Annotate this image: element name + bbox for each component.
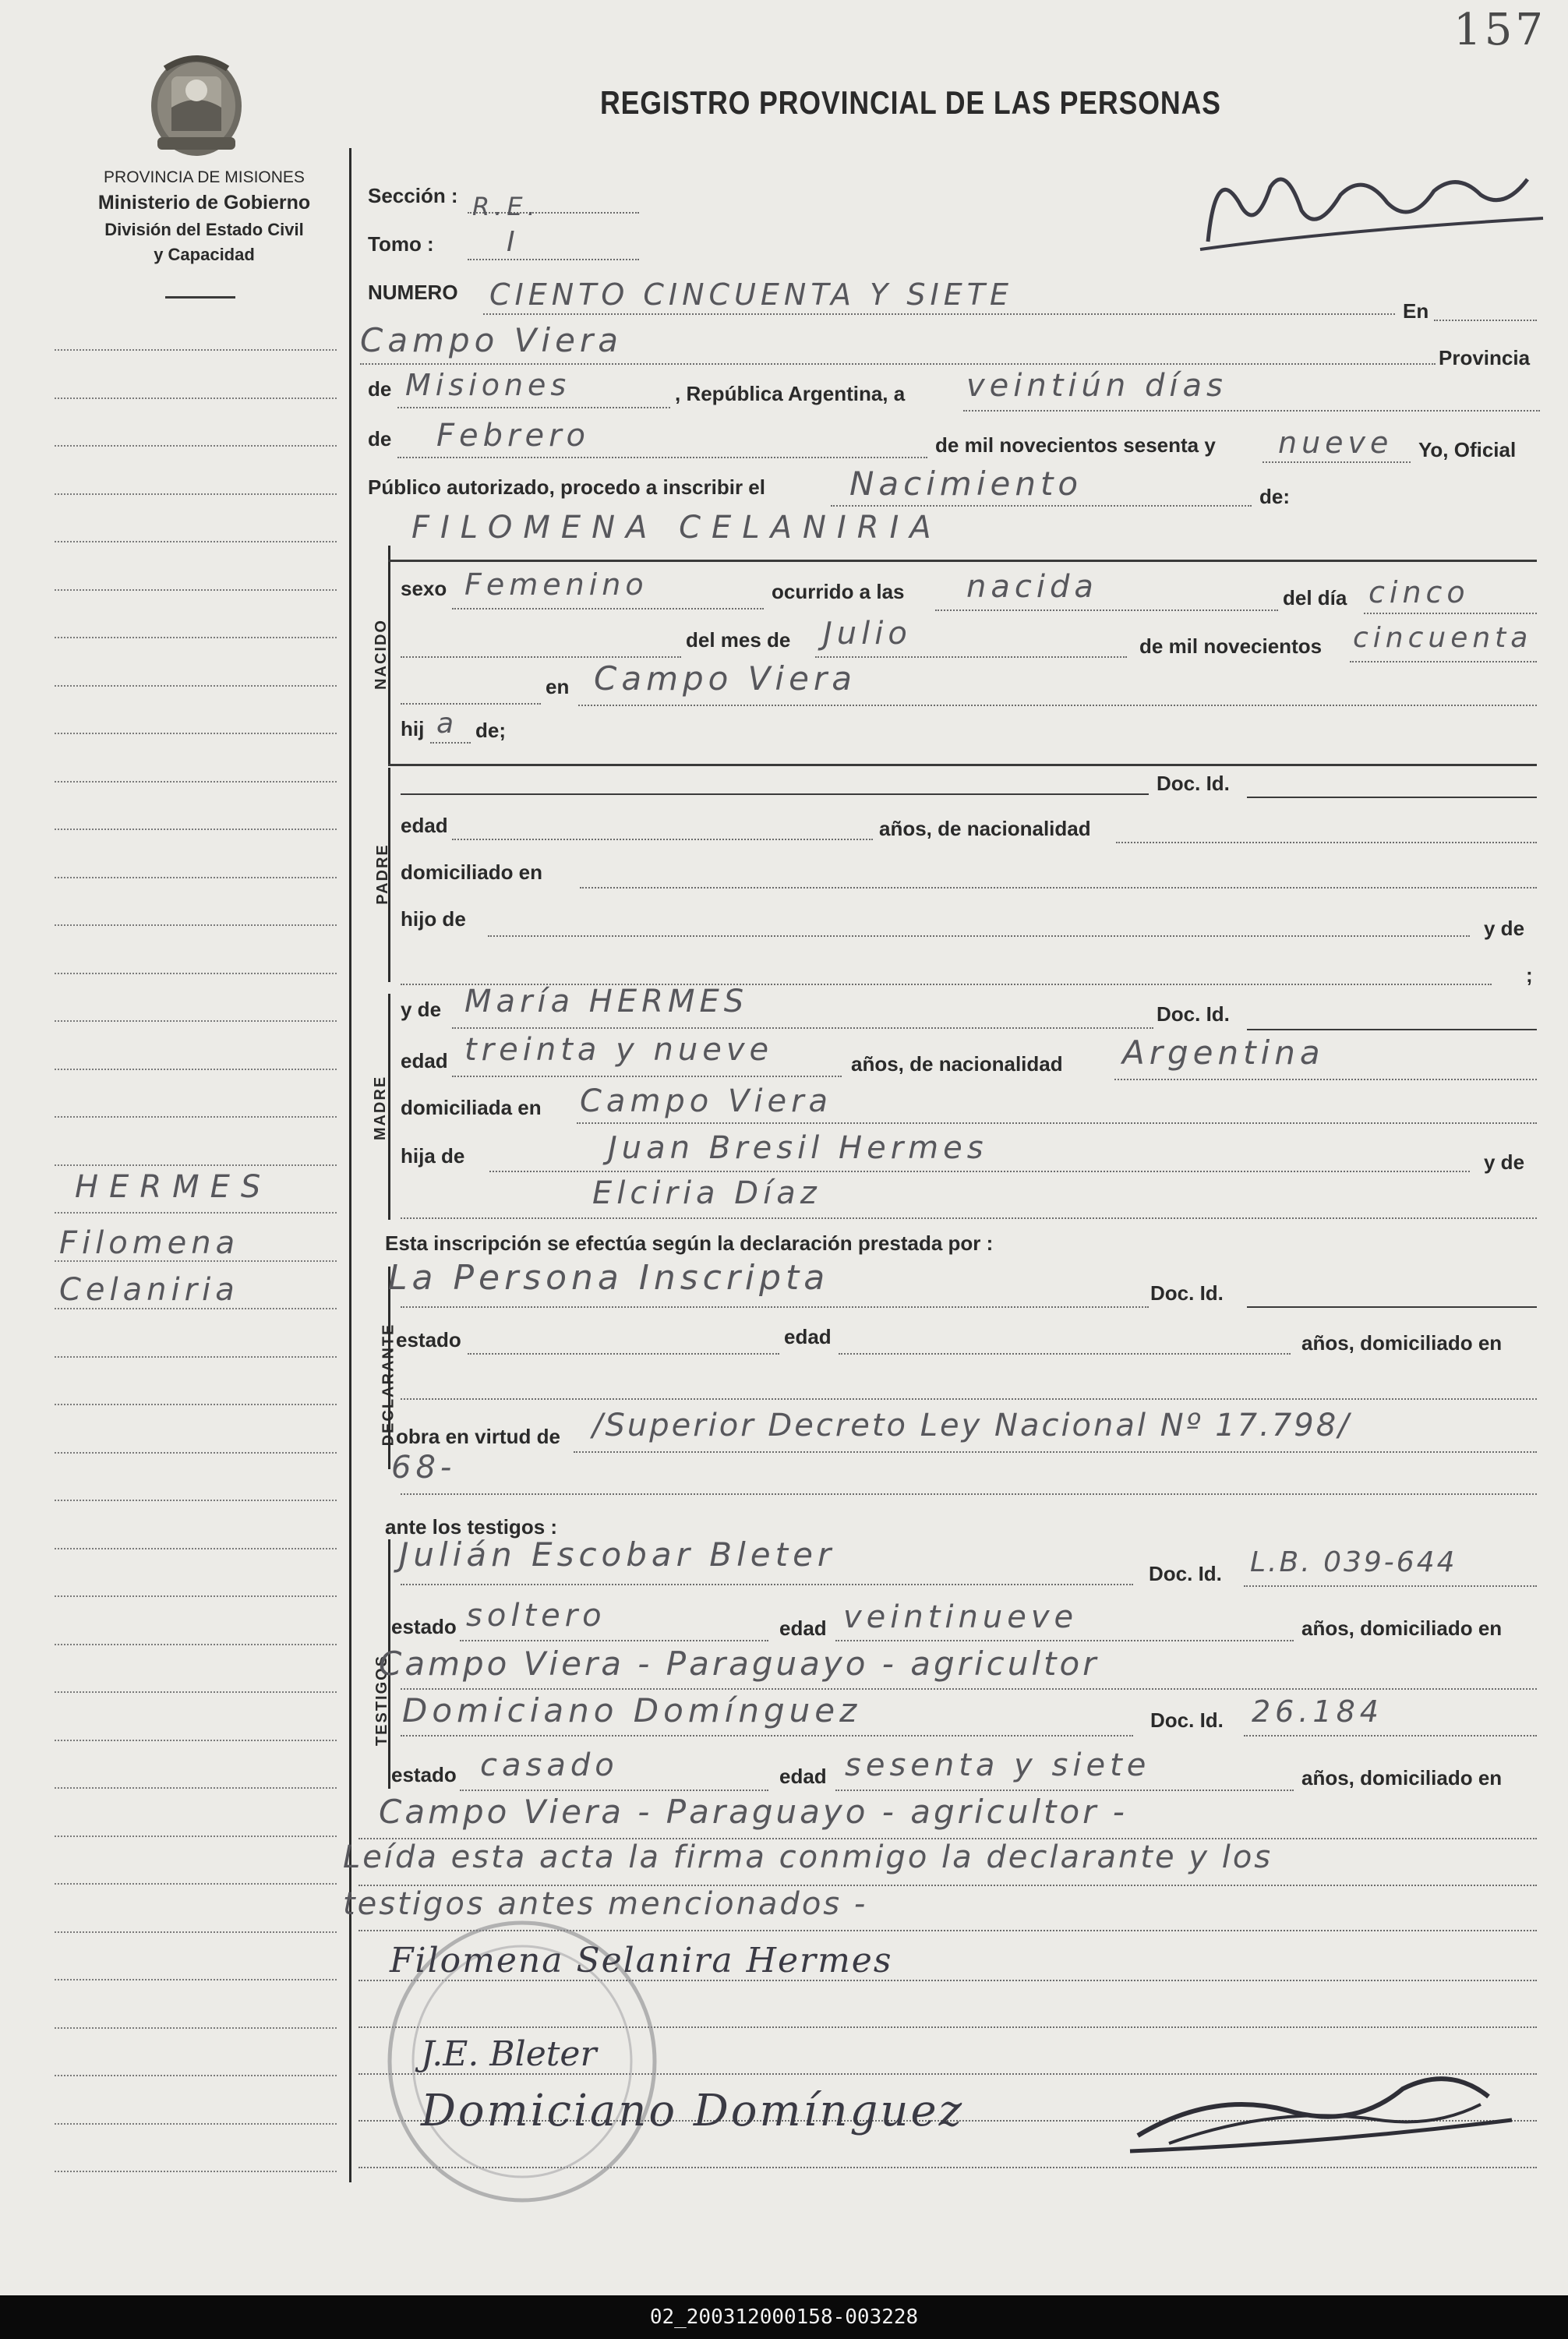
declarante-edad-line xyxy=(839,1353,1291,1355)
margin-ruled-line xyxy=(55,2123,337,2125)
margin-ruled-line xyxy=(55,2171,337,2172)
nacido-en-label: en xyxy=(546,675,570,698)
madre-y-de-label: y de xyxy=(401,998,442,1021)
witness2-edad-value: sesenta y siete xyxy=(845,1747,1151,1783)
witness1-estado-value: soltero xyxy=(466,1598,606,1634)
obra-line xyxy=(574,1451,1537,1453)
main-margin-line xyxy=(349,148,351,2182)
declarante-estado-label: estado xyxy=(396,1328,461,1351)
madre-hija-line xyxy=(489,1171,1470,1172)
act-value: Nacimiento xyxy=(849,465,1083,503)
witness2-estado-label: estado xyxy=(391,1763,457,1786)
margin-ruled-line xyxy=(55,1069,337,1070)
declarante-domicilio-line xyxy=(401,1398,1537,1400)
madre-doc-label: Doc. Id. xyxy=(1157,1002,1230,1026)
witness1-doc-value: L.B. 039-644 xyxy=(1250,1546,1457,1578)
madre-nac-line xyxy=(1114,1079,1537,1080)
margin-ruled-line xyxy=(55,589,337,591)
declarante-edad-label: edad xyxy=(784,1325,832,1348)
day-line xyxy=(963,410,1540,412)
madre-edad-line xyxy=(452,1076,842,1077)
madre-domicilio-value: Campo Viera xyxy=(580,1083,833,1119)
mes-value: Julio xyxy=(823,616,912,652)
en-lead-line xyxy=(401,703,541,705)
province-name: PROVINCIA DE MISIONES xyxy=(104,168,305,186)
margin-ruled-line xyxy=(55,1116,337,1118)
witness1-estado-line xyxy=(460,1640,768,1641)
margin-ruled-line xyxy=(55,685,337,687)
margin-ruled-line xyxy=(55,877,337,878)
margin-ruled-line xyxy=(55,1595,337,1597)
tomo-label: Tomo : xyxy=(368,232,434,256)
margin-ruled-line xyxy=(55,781,337,783)
province-emblem-icon xyxy=(142,45,251,162)
ministry-name: Ministerio de Gobierno xyxy=(97,192,311,214)
mil-line xyxy=(1350,661,1537,662)
margin-ruled-line xyxy=(55,1548,337,1549)
declarante-signature: Filomena Selanira Hermes xyxy=(390,1941,893,1980)
margin-ruled-line xyxy=(55,1452,337,1454)
sexo-value: Femenino xyxy=(464,567,648,602)
de2-label: de xyxy=(368,427,392,450)
nacido-rule xyxy=(388,764,1537,766)
madre-domicilio-line xyxy=(577,1122,1537,1124)
testigos-intro: ante los testigos : xyxy=(385,1515,558,1539)
en-line xyxy=(1434,320,1537,321)
de3-label: de: xyxy=(1259,485,1290,508)
madre-doc-line xyxy=(1247,1029,1537,1030)
witness1-estado-label: estado xyxy=(391,1615,457,1638)
madre-nacionalidad-value: Argentina xyxy=(1122,1033,1325,1072)
madre-hija-label: hija de xyxy=(401,1144,465,1168)
act-line xyxy=(831,505,1252,507)
witness2-name-value: Domiciano Domínguez xyxy=(402,1691,862,1730)
declarante-intro: Esta inscripción se efectúa según la declaración prestada por : xyxy=(385,1231,994,1255)
witness1-doc-line xyxy=(1244,1585,1537,1587)
witness2-anos-label: años, domiciliado en xyxy=(1301,1766,1503,1790)
witness2-domicilio-value: Campo Viera - Paraguayo - agricultor - xyxy=(379,1793,1128,1831)
month-value: Febrero xyxy=(436,418,590,454)
en-label: En xyxy=(1403,299,1429,323)
tomo-value: I xyxy=(507,226,520,258)
witness2-name-line xyxy=(401,1735,1133,1737)
mil-label: de mil novecientos xyxy=(1139,634,1323,658)
witness1-domicilio-value: Campo Viera - Paraguayo - agricultor xyxy=(379,1645,1100,1683)
witness1-name-line xyxy=(401,1584,1133,1585)
padre-hijo-line xyxy=(488,935,1470,937)
margin-ruled-line xyxy=(55,1931,337,1933)
margin-ruled-line xyxy=(55,1308,337,1309)
obra-value: /Superior Decreto Ley Nacional Nº 17.798/ xyxy=(592,1408,1351,1443)
margin-given-name: Filomena xyxy=(59,1225,240,1261)
madre-edad-value: treinta y nueve xyxy=(464,1032,774,1068)
officer-signature-flourish xyxy=(1122,2058,1527,2167)
padre-anos-label: años, de nacionalidad xyxy=(879,817,1091,840)
margin-ruled-line xyxy=(55,1404,337,1405)
padre-edad-line xyxy=(452,839,873,840)
month-line xyxy=(397,457,927,458)
person-rule xyxy=(388,560,1537,562)
margin-ruled-line xyxy=(55,637,337,638)
hij-label: hij xyxy=(401,717,425,740)
closing-line-1: Leída esta acta la firma conmigo la declarante y los xyxy=(343,1839,1273,1875)
nacido-en-value: Campo Viera xyxy=(594,659,856,698)
padre-label: PADRE xyxy=(373,843,391,905)
oficial-label: Yo, Oficial xyxy=(1418,438,1517,461)
madre-name-line xyxy=(452,1027,1153,1029)
witness1-doc-label: Doc. Id. xyxy=(1149,1562,1222,1585)
hij-line xyxy=(430,742,471,744)
margin-surname: HERMES xyxy=(75,1169,272,1205)
declarante-name-line xyxy=(401,1306,1149,1308)
declarante-doc-label: Doc. Id. xyxy=(1150,1281,1224,1305)
dia-line xyxy=(1364,613,1537,614)
witness2-signature: Domiciano Domínguez xyxy=(421,2086,965,2136)
margin-ruled-line xyxy=(55,1212,337,1214)
declarante-estado-line xyxy=(468,1353,779,1355)
margin-ruled-line xyxy=(55,1020,337,1022)
margin-ruled-line xyxy=(55,1787,337,1789)
padre-doc-line xyxy=(1247,797,1537,798)
document-title: REGISTRO PROVINCIAL DE LAS PERSONAS xyxy=(600,84,1221,121)
witness2-edad-line xyxy=(835,1790,1294,1791)
header-divider xyxy=(165,296,235,299)
margin-ruled-line xyxy=(55,2075,337,2076)
witness1-anos-label: años, domiciliado en xyxy=(1301,1616,1503,1640)
madre-edad-label: edad xyxy=(401,1049,448,1072)
margin-ruled-line xyxy=(55,733,337,734)
madre-label: MADRE xyxy=(372,1075,390,1141)
margin-ruled-line xyxy=(55,1164,337,1166)
witness1-name-value: Julián Escobar Bleter xyxy=(399,1535,836,1574)
margin-ruled-line xyxy=(55,1644,337,1645)
margin-ruled-line xyxy=(55,1356,337,1358)
place-line xyxy=(360,363,1436,365)
testigos-label: TESTIGOS xyxy=(373,1654,391,1747)
witness2-doc-value: 26.184 xyxy=(1252,1694,1383,1729)
madre-domicilio-label: domiciliada en xyxy=(401,1096,542,1119)
declarante-label: DECLARANTE xyxy=(380,1323,397,1447)
witness2-doc-label: Doc. Id. xyxy=(1150,1708,1224,1732)
margin-ruled-line xyxy=(55,541,337,542)
numero-value: CIENTO CINCUENTA Y SIETE xyxy=(489,277,1013,312)
witness2-estado-value: casado xyxy=(480,1747,619,1783)
padre-domicilio-label: domiciliado en xyxy=(401,860,543,884)
mes-line xyxy=(815,656,1127,658)
seccion-label: Sección : xyxy=(368,184,458,207)
person-name-value: FILOMENA CELANIRIA xyxy=(411,510,942,546)
margin-ruled-line xyxy=(55,1691,337,1693)
obra-label: obra en virtud de xyxy=(396,1425,560,1448)
witness2-edad-label: edad xyxy=(779,1765,827,1788)
madre-y-de2-label: y de xyxy=(1484,1150,1525,1174)
year-value: nueve xyxy=(1278,426,1393,460)
margin-ruled-line xyxy=(55,2027,337,2029)
page-number: 157 xyxy=(1453,5,1546,55)
de-label: de xyxy=(368,377,392,401)
margin-second-name: Celaniria xyxy=(59,1272,239,1308)
nacido-label: NACIDO xyxy=(372,619,390,690)
declarante-name-value: La Persona Inscripta xyxy=(388,1258,830,1298)
ocurrido-line xyxy=(935,609,1278,611)
padre-hijo-label: hijo de xyxy=(401,907,466,931)
province-value: Misiones xyxy=(405,368,571,402)
padre-y-de-label: y de xyxy=(1484,917,1525,940)
padre-semicolon: ; xyxy=(1526,963,1533,987)
province-line xyxy=(397,407,670,408)
padre-doc-label: Doc. Id. xyxy=(1157,772,1230,795)
tomo-line xyxy=(468,259,639,260)
numero-label: NUMERO xyxy=(368,281,458,304)
sexo-label: sexo xyxy=(401,577,447,600)
mil-value: cincuenta xyxy=(1353,622,1533,654)
margin-ruled-line xyxy=(55,924,337,926)
padre-nac-line xyxy=(1116,842,1537,843)
madre-anos-label: años, de nacionalidad xyxy=(851,1052,1063,1076)
margin-ruled-line xyxy=(55,1500,337,1501)
margin-ruled-line xyxy=(55,397,337,399)
dia-value: cinco xyxy=(1368,575,1470,609)
margin-ruled-line xyxy=(55,445,337,447)
place-value: Campo Viera xyxy=(360,321,623,359)
witness1-signature: J.E. Bleter xyxy=(421,2034,597,2074)
witness1-edad-label: edad xyxy=(779,1616,827,1640)
declarante-anos-label: años, domiciliado en xyxy=(1301,1331,1503,1355)
witness2-estado-line xyxy=(460,1790,768,1791)
closing-line-2: testigos antes mencionados - xyxy=(343,1886,868,1922)
margin-ruled-line xyxy=(55,973,337,974)
margin-ruled-line xyxy=(55,493,337,495)
margin-ruled-line xyxy=(55,1979,337,1980)
madre-mother-value: Elciria Díaz xyxy=(592,1175,821,1211)
witness2-doc-line xyxy=(1244,1735,1537,1737)
witness1-domicilio-line xyxy=(401,1688,1537,1690)
publico-label: Público autorizado, procedo a inscribir el xyxy=(368,475,765,499)
day-value: veintiún días xyxy=(966,368,1227,404)
seccion-value: R.E. xyxy=(472,192,540,221)
witness1-edad-value: veintinueve xyxy=(843,1599,1079,1635)
republica-label: , República Argentina, a xyxy=(675,382,906,405)
declarante-doc-line xyxy=(1247,1306,1537,1308)
obra-line-2 xyxy=(401,1493,1537,1495)
capacity-name: y Capacidad xyxy=(154,245,255,264)
margin-ruled-line xyxy=(55,349,337,351)
madre-name-value: María HERMES xyxy=(464,984,749,1019)
margin-ruled-line xyxy=(55,829,337,830)
mes-label: del mes de xyxy=(686,628,791,652)
padre-name-line xyxy=(401,793,1149,795)
year-line xyxy=(1263,461,1411,463)
ocurrido-value: nacida xyxy=(966,569,1098,605)
image-id-footer: 02_200312000158-003228 xyxy=(0,2295,1568,2339)
hij-value: a xyxy=(436,708,459,740)
sexo-line xyxy=(452,608,764,609)
nacido-en-line xyxy=(578,705,1537,706)
madre-father-value: Juan Bresil Hermes xyxy=(608,1130,988,1166)
ocurrido-label: ocurrido a las xyxy=(772,580,905,603)
numero-line xyxy=(483,313,1395,315)
mes-lead-line xyxy=(401,656,681,658)
provincia-label: Provincia xyxy=(1439,346,1531,369)
padre-edad-label: edad xyxy=(401,814,448,837)
obra-value-cont: 68- xyxy=(391,1450,457,1486)
nacido-de-label: de; xyxy=(475,719,506,742)
witness1-edad-line xyxy=(835,1640,1294,1641)
padre-domicilio-line xyxy=(580,887,1537,889)
year-label: de mil novecientos sesenta y xyxy=(935,433,1216,457)
margin-ruled-line xyxy=(55,1836,337,1837)
margin-ruled-line xyxy=(55,1883,337,1885)
del-dia-label: del día xyxy=(1283,586,1347,609)
madre-mother-line xyxy=(401,1217,1537,1219)
division-name: División del Estado Civil xyxy=(104,220,304,239)
margin-ruled-line xyxy=(55,1740,337,1741)
